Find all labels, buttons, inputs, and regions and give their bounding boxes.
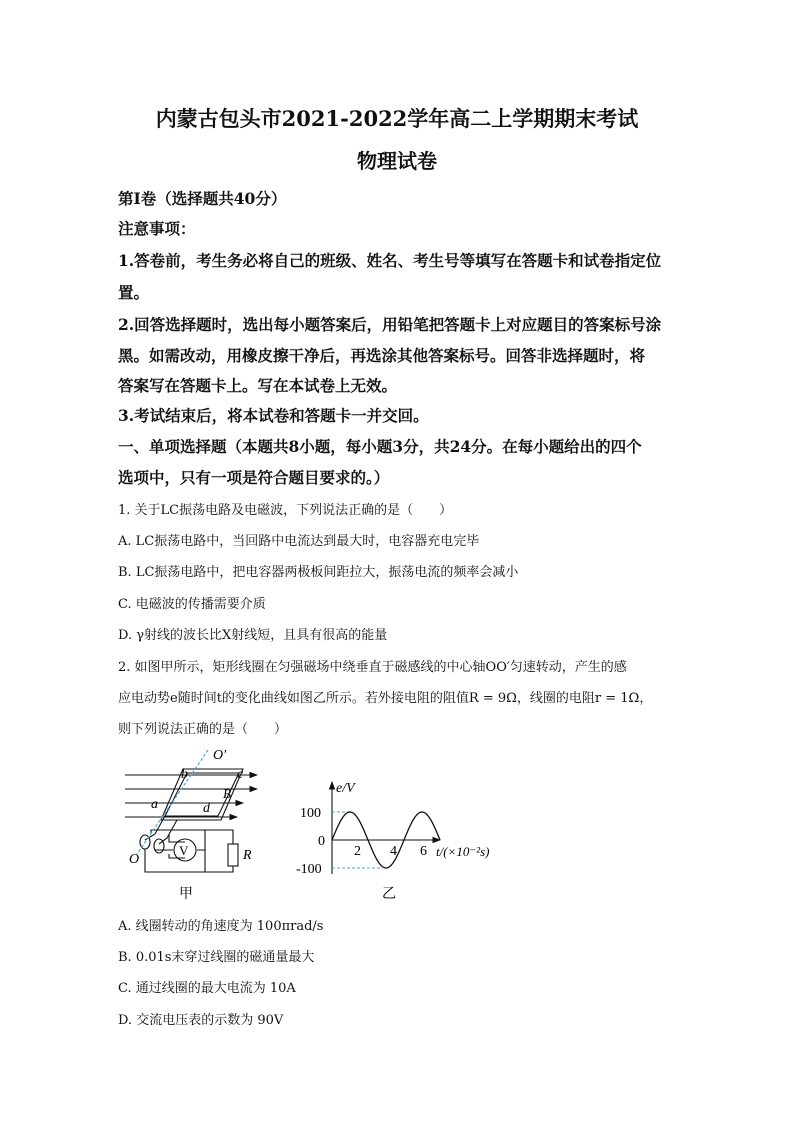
label-b: b: [181, 767, 188, 782]
label-c: c: [237, 767, 244, 782]
caption-jia: 甲: [179, 887, 193, 902]
q2-option-d: D. 交流电压表的示数为 90V: [118, 1013, 284, 1028]
page-subtitle: 物理试卷: [357, 149, 437, 173]
note-line: 3.考试结束后，将本试卷和答题卡一并交回。: [118, 406, 429, 425]
note-line: 2.回答选择题时，选出每小题答案后，用铅笔把答题卡上对应题目的答案标号涂: [118, 315, 662, 334]
q2-option-b: B. 0.01s末穿过线圈的磁通量最大: [118, 950, 315, 965]
q1-option-a: A. LC振荡电路中，当回路中电流达到最大时，电容器充电完毕: [118, 534, 480, 549]
q2-stem: 2. 如图甲所示，矩形线圈在匀强磁场中绕垂直于磁感线的中心轴OO′匀速转动，产生的感: [118, 660, 627, 675]
q2-stem: 应电动势e随时间t的变化曲线如图乙所示。若外接电阻的阻值R = 9Ω，线圈的电阻r = 1Ω，: [118, 691, 653, 706]
note-line: 黑。如需改动，用橡皮擦干净后，再选涂其他答案标号。回答非选择题时，将: [118, 346, 646, 365]
part-heading: 选项中，只有一项是符合题目要求的。）: [118, 468, 390, 487]
y-tick-100: 100: [300, 806, 321, 821]
label-B: B: [223, 786, 231, 801]
label-d: d: [203, 801, 210, 816]
x-tick-6: 6: [420, 844, 427, 859]
label-v: V: [179, 843, 189, 858]
note-line: 置。: [118, 283, 150, 302]
part-heading: 一、单项选择题（本题共8小题，每小题3分，共24分。在每小题给出的四个: [118, 437, 642, 456]
y-axis-label: e/V: [336, 781, 355, 796]
page-title: 内蒙古包头市2021-2022学年高二上学期期末考试: [155, 106, 639, 131]
q1-stem: 1. 关于LC振荡电路及电磁波，下列说法正确的是（ ）: [118, 503, 453, 518]
x-tick-4: 4: [390, 844, 397, 859]
figure-coil-circuit: [115, 742, 275, 902]
x-tick-2: 2: [354, 844, 361, 859]
notes-label: 注意事项：: [118, 219, 196, 238]
q2-option-c: C. 通过线圈的最大电流为 10A: [118, 981, 296, 996]
q2-stem: 则下列说法正确的是（ ）: [118, 722, 288, 737]
section-heading: 第I卷（选择题共40分）: [118, 189, 287, 208]
q1-option-d: D. γ射线的波长比X射线短，且具有很高的能量: [118, 628, 388, 643]
label-o-top: O′: [213, 748, 227, 763]
note-line: 1.答卷前，考生务必将自己的班级、姓名、考生号等填写在答题卡和试卷指定位: [118, 251, 662, 270]
q1-option-c: C. 电磁波的传播需要介质: [118, 597, 266, 612]
q2-option-a: A. 线圈转动的角速度为 100πrad/s: [118, 919, 324, 934]
y-tick-neg100: -100: [296, 862, 322, 877]
label-o-bottom: O: [129, 852, 140, 867]
x-axis-label: t/(×10⁻²s): [436, 844, 490, 859]
label-a: a: [151, 797, 158, 812]
caption-yi: 乙: [382, 887, 396, 902]
q1-option-b: B. LC振荡电路中，把电容器两极板间距拉大，振荡电流的频率会减小: [118, 565, 519, 580]
y-tick-0: 0: [318, 834, 325, 849]
figure-emf-graph: [290, 772, 510, 904]
label-r: R: [243, 848, 252, 863]
note-line: 答案写在答题卡上。写在本试卷上无效。: [118, 376, 398, 395]
